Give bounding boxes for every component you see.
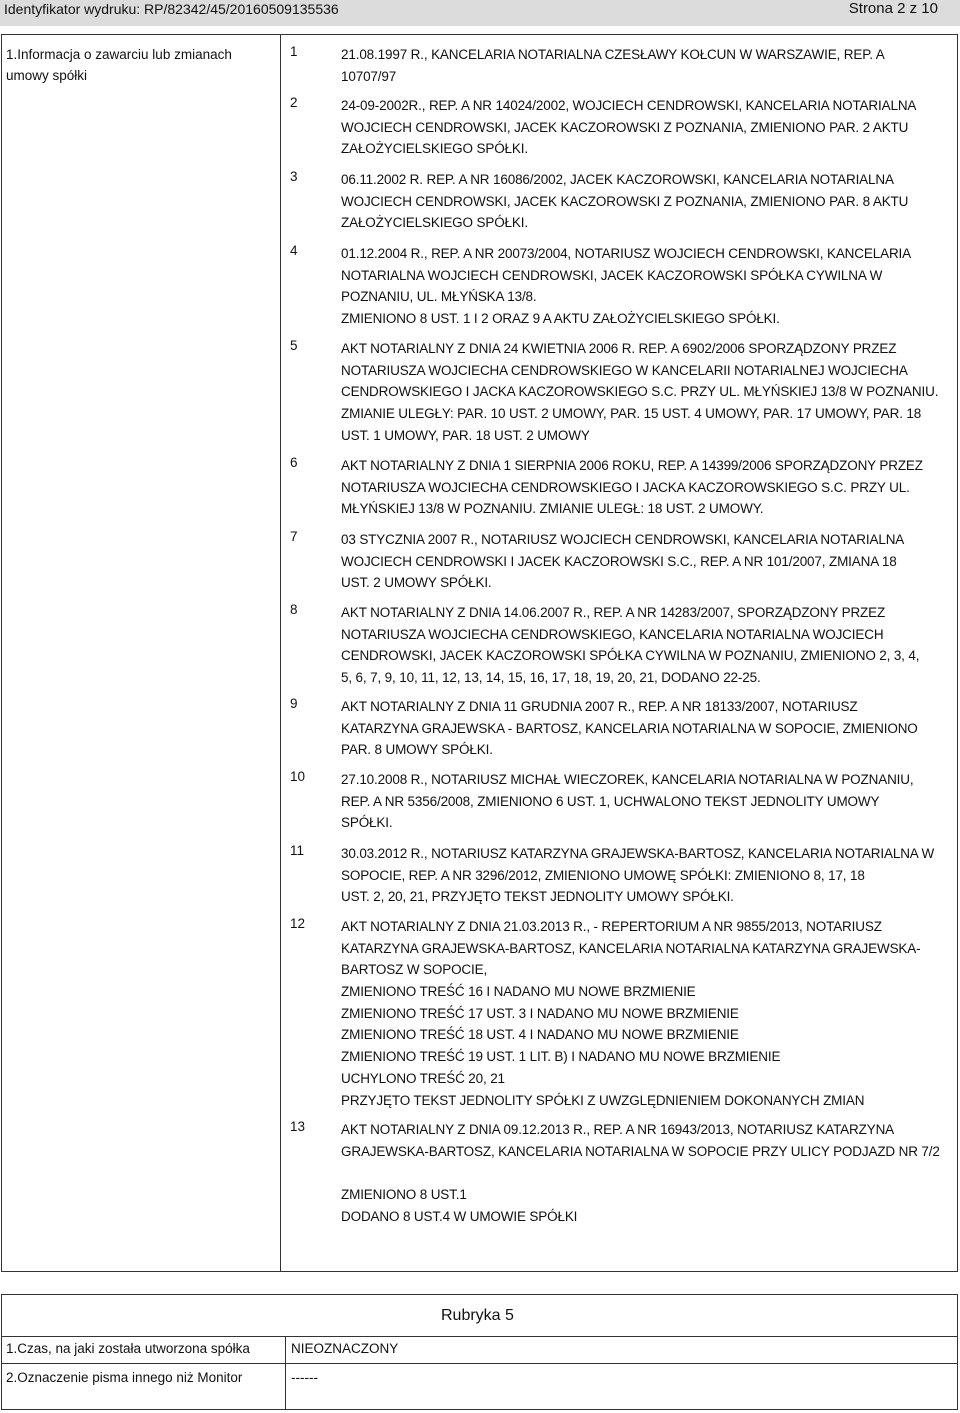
entry-text — [341, 338, 951, 446]
table-bottom-border — [1, 1271, 958, 1272]
rubryka-row-divider — [1, 1363, 958, 1364]
entry-text-line: ZMIENIONO 8 UST.1 — [341, 1187, 467, 1203]
entry-text-line: SPÓŁKI. — [341, 815, 393, 831]
entry-text-line: KATARZYNA GRAJEWSKA - BARTOSZ, KANCELARIA NOTARIALNA W SOPOCIE, ZMIENIONO — [341, 720, 918, 736]
entry-text-line: AKT NOTARIALNY Z DNIA 09.12.2013 R., REP. A NR 16943/2013, NOTARIUSZ KATARZYNA — [341, 1122, 895, 1137]
entry-text — [341, 243, 951, 330]
entry-text-line: AKT NOTARIALNY Z DNIA 24 KWIETNIA 2006 R. REP. A 6902/2006 SPORZĄDZONY PRZEZ — [341, 341, 897, 356]
entry-text-line: AKT NOTARIALNY Z DNIA 21.03.2013 R., - REPERTORIUM A NR 9855/2013, NOTARIUSZ — [341, 919, 882, 934]
entry-text-line: ZAŁOŻYCIELSKIEGO SPÓŁKI. — [341, 215, 528, 231]
table-top-border — [1, 34, 958, 35]
entry-number: 12 — [290, 916, 306, 931]
entry-number: 4 — [290, 243, 298, 258]
entry-text-line: WOJCIECH CENDROWSKI, JACEK KACZOROWSKI Z POZNANIA, ZMIENIONO PAR. 2 AKTU — [341, 119, 909, 135]
entry-text-line: ZMIENIONO TREŚĆ 19 UST. 1 LIT. B) I NADANO MU NOWE BRZMIENIE — [341, 1049, 781, 1065]
entry-text — [341, 95, 951, 160]
entry-text-line: ZAŁOŻYCIELSKIEGO SPÓŁKI. — [341, 141, 528, 157]
entry-number: 7 — [290, 529, 298, 544]
entry-number: 5 — [290, 338, 298, 353]
entry-text-line: UST. 1 UMOWY, PAR. 18 UST. 2 UMOWY — [341, 427, 590, 443]
entry-text-line: GRAJEWSKA-BARTOSZ, KANCELARIA NOTARIALNA W SOPOCIE PRZY ULICY PODJAZD NR 7/2 — [341, 1143, 940, 1159]
entry-number: 2 — [290, 95, 298, 110]
entry-text-line: 24-09-2002R., REP. A NR 14024/2002, WOJCIECH CENDROWSKI, KANCELARIA NOTARIALNA — [341, 98, 917, 113]
rubryka-row-value: NIEOZNACZONY — [291, 1341, 399, 1356]
entry-text-line: 27.10.2008 R., NOTARIUSZ MICHAŁ WIECZOREK, KANCELARIA NOTARIALNA W POZNANIU, — [341, 772, 914, 787]
entry-text-line: 01.12.2004 R., REP. A NR 20073/2004, NOTARIUSZ WOJCIECH CENDROWSKI, KANCELARIA — [341, 246, 912, 261]
table-left-border — [1, 34, 2, 1272]
entry-number: 10 — [290, 769, 306, 784]
entry-text-line: 30.03.2012 R., NOTARIUSZ KATARZYNA GRAJEWSKA-BARTOSZ, KANCELARIA NOTARIALNA W — [341, 846, 935, 861]
rubryka-title: Rubryka 5 — [441, 1307, 514, 1324]
entry-text — [341, 916, 951, 1111]
entry-text-line: ZMIENIONO TREŚĆ 17 UST. 3 I NADANO MU NOWE BRZMIENIE — [341, 1005, 739, 1021]
rubryka-right-border — [957, 1294, 958, 1410]
rubryka-top-border — [1, 1294, 958, 1295]
entry-text — [341, 529, 951, 594]
entry-text-line: PAR. 8 UMOWY SPÓŁKI. — [341, 742, 493, 758]
entry-text-line: 21.08.1997 R., KANCELARIA NOTARIALNA CZESŁAWY KOŁCUN W WARSZAWIE, REP. A — [341, 47, 885, 62]
entry-text-line: 10707/97 — [341, 68, 397, 84]
table-column-divider — [280, 34, 281, 1272]
rubryka-row-value: ------ — [291, 1370, 318, 1385]
entry-text-line: UCHYLONO TREŚĆ 20, 21 — [341, 1070, 505, 1086]
entry-text-line: CENDROWSKIEGO I JACKA KACZOROWSKIEGO S.C. PRZY UL. MŁYŃSKIEJ 13/8 W POZNANIU. — [341, 384, 939, 400]
entry-text-line: 03 STYCZNIA 2007 R., NOTARIUSZ WOJCIECH CENDROWSKI, KANCELARIA NOTARIALNA — [341, 532, 905, 547]
entry-text — [341, 44, 951, 87]
entry-number: 6 — [290, 455, 298, 470]
entry-number: 9 — [290, 696, 298, 711]
entry-text-line: NOTARIUSZA WOJCIECHA CENDROWSKIEGO W KANCELARII NOTARIALNEJ WOJCIECHA — [341, 362, 908, 378]
rubryka-column-divider — [285, 1336, 286, 1410]
entry-text-line: NOTARIUSZA WOJCIECHA CENDROWSKIEGO, KANCELARIA NOTARIALNA WOJCIECH — [341, 626, 884, 642]
entry-text — [341, 602, 951, 689]
entry-text-line: BARTOSZ W SOPOCIE, — [341, 962, 488, 978]
section-label — [6, 44, 276, 86]
entry-text-line: CENDROWSKI, JACEK KACZOROWSKI SPÓŁKA CYWILNA W POZNANIU, ZMIENIONO 2, 3, 4, — [341, 648, 920, 664]
entry-text-line: SOPOCIE, REP. A NR 3296/2012, ZMIENIONO UMOWĘ SPÓŁKI: ZMIENIONO 8, 17, 18 — [341, 867, 865, 883]
entry-number: 13 — [290, 1119, 306, 1134]
entry-number: 11 — [290, 843, 305, 858]
entry-number: 8 — [290, 602, 298, 617]
entry-text — [341, 843, 951, 908]
entry-text-line: AKT NOTARIALNY Z DNIA 14.06.2007 R., REP. A NR 14283/2007, SPORZĄDZONY PRZEZ — [341, 605, 886, 620]
entry-text-line: POZNANIU, UL. MŁYŃSKA 13/8. — [341, 289, 537, 305]
entry-text-line — [341, 1162, 951, 1184]
rubryka-bottom-border — [1, 1409, 958, 1410]
page-number: Strona 2 z 10 — [848, 0, 938, 17]
entry-text-line: WOJCIECH CENDROWSKI I JACEK KACZOROWSKI S.C., REP. A NR 101/2007, ZMIANA 18 — [341, 553, 897, 569]
rubryka-left-border — [1, 1294, 2, 1410]
entry-text — [341, 455, 951, 520]
entry-text — [341, 169, 951, 234]
entry-text-line: UST. 2, 20, 21, PRZYJĘTO TEKST JEDNOLITY UMOWY SPÓŁKI. — [341, 889, 734, 905]
entry-text-line: ZMIENIONO TREŚĆ 18 UST. 4 I NADANO MU NOWE BRZMIENIE — [341, 1027, 739, 1043]
entry-number: 3 — [290, 169, 298, 184]
entry-text-line: ZMIENIONO TREŚĆ 16 I NADANO MU NOWE BRZMIENIE — [341, 984, 696, 1000]
entry-text-line: DODANO 8 UST.4 W UMOWIE SPÓŁKI — [341, 1208, 578, 1224]
table-right-border — [957, 34, 958, 1272]
entry-text-line: MŁYŃSKIEJ 13/8 W POZNANIU. ZMIANIE ULEGŁ: 18 UST. 2 UMOWY. — [341, 501, 764, 517]
print-header — [0, 0, 960, 26]
section-label-line: umowy spółki — [6, 68, 88, 83]
entry-text — [341, 696, 951, 761]
entry-number: 1 — [290, 44, 298, 59]
entry-text-line: AKT NOTARIALNY Z DNIA 11 GRUDNIA 2007 R., REP. A NR 18133/2007, NOTARIUSZ — [341, 699, 858, 714]
entry-text — [341, 769, 951, 834]
entry-text — [341, 1119, 951, 1227]
entry-text-line: PRZYJĘTO TEKST JEDNOLITY SPÓŁKI Z UWZGLĘDNIENIEM DOKONANYCH ZMIAN — [341, 1092, 865, 1108]
entry-text-line: ZMIENIONO 8 UST. 1 I 2 ORAZ 9 A AKTU ZAŁOŻYCIELSKIEGO SPÓŁKI. — [341, 311, 780, 327]
entry-text-line: UST. 2 UMOWY SPÓŁKI. — [341, 575, 492, 591]
entry-text-line: ZMIANIE ULEGŁY: PAR. 10 UST. 2 UMOWY, PAR. 15 UST. 4 UMOWY, PAR. 17 UMOWY, PAR. 18 — [341, 406, 922, 422]
entry-text-line: KATARZYNA GRAJEWSKA-BARTOSZ, KANCELARIA NOTARIALNA KATARZYNA GRAJEWSKA- — [341, 940, 921, 956]
entry-text-line: WOJCIECH CENDROWSKI, JACEK KACZOROWSKI Z POZNANIA, ZMIENIONO PAR. 8 AKTU — [341, 193, 909, 209]
entry-text-line: NOTARIALNA WOJCIECH CENDROWSKI, JACEK KACZOROWSKI SPÓŁKA CYWILNA W — [341, 267, 883, 283]
entry-text-line: 06.11.2002 R. REP. A NR 16086/2002, JACEK KACZOROWSKI, KANCELARIA NOTARIALNA — [341, 172, 894, 187]
rubryka-title-divider — [1, 1336, 958, 1337]
section-label-line: 1.Informacja o zawarciu lub zmianach — [6, 47, 232, 62]
rubryka-row-label: 1.Czas, na jaki została utworzona spółka — [6, 1341, 250, 1356]
rubryka-row-label: 2.Oznaczenie pisma innego niż Monitor — [6, 1370, 243, 1385]
entry-text-line: AKT NOTARIALNY Z DNIA 1 SIERPNIA 2006 ROKU, REP. A 14399/2006 SPORZĄDZONY PRZEZ — [341, 458, 923, 473]
entry-text-line: 5, 6, 7, 9, 10, 11, 12, 13, 14, 15, 16, 17, 18, 19, 20, 21, DODANO 22-25. — [341, 670, 761, 686]
print-identifier: Identyfikator wydruku: RP/82342/45/20160509135536 — [4, 1, 339, 17]
entry-text-line: REP. A NR 5356/2008, ZMIENIONO 6 UST. 1, UCHWALONO TEKST JEDNOLITY UMOWY — [341, 793, 880, 809]
entry-text-line: NOTARIUSZA WOJCIECHA CENDROWSKIEGO I JACKA KACZOROWSKIEGO S.C. PRZY UL. — [341, 479, 910, 495]
